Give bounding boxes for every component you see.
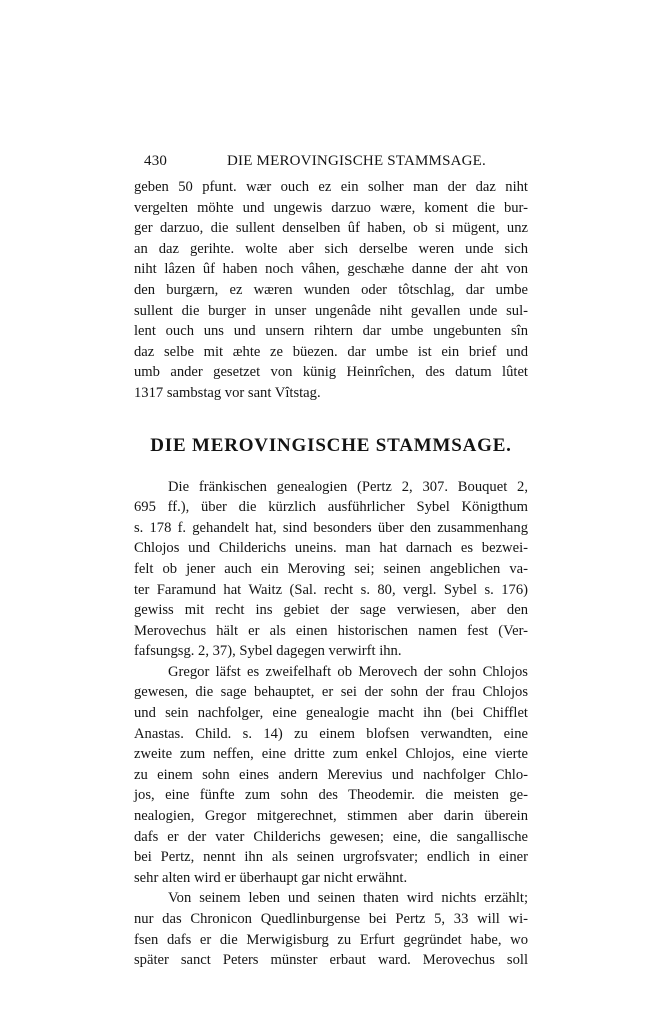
text-line: sullent die burger in unser ungenâde niht gevallen unde sul- (134, 302, 528, 319)
text-line: geben 50 pfunt. wær ouch ez ein solher man der daz niht (134, 179, 528, 195)
text-line: und sein nachfolger, eine genealogie macht ihn (bei Chifflet (134, 705, 528, 722)
text-line: ger darzuo, die sullent denselben ûf haben, ob si mügent, unz (134, 220, 528, 237)
text-line: Gregor läfst es zweifelhaft ob Merovech der sohn Chlojos (168, 663, 528, 680)
text-line: dafs er der vater Childerichs gewesen; eine, die sangallische (134, 828, 528, 845)
text-line: Anastas. Child. s. 14) zu einem blofsen verwandten, eine (134, 725, 528, 742)
text-line: Chlojos und Childerichs uneins. man hat darnach es bezwei- (134, 540, 528, 557)
page-header (134, 150, 528, 172)
text-line: zweite zum neffen, eine dritte zum enkel Chlojos, eine vierte (134, 746, 528, 763)
text-line: Merovechus hält er als einen historischen namen fest (Ver- (134, 622, 528, 639)
text-line: fsen dafs er die Merwigisburg zu Erfurt gegründet habe, wo (134, 931, 528, 948)
text-line: felt ob jener auch ein Meroving sei; seinen angeblichen va- (134, 560, 528, 577)
continued-text (134, 177, 528, 404)
text-line: nealogien, Gregor mitgerechnet, stimmen aber darin überein (134, 808, 528, 825)
text-line: umb ander gesetzet von künig Heinrîchen, des datum lûtet (134, 364, 528, 381)
text-line: Von seinem leben und seinen thaten wird nichts erzählt; (168, 890, 528, 907)
text-line: später sanct Peters münster erbaut ward. Merovechus soll (134, 952, 528, 969)
section-body (134, 477, 528, 971)
text-line: gewiss mit recht ins gebiet der sage verwiesen, aber den (134, 602, 528, 619)
text-line: s. 178 f. gehandelt hat, sind besonders über den zusammenhang (134, 519, 528, 536)
text-line: 1317 sambstag vor sant Vîtstag. (134, 384, 321, 401)
text-line: sehr alten wird er überhaupt gar nicht erwähnt. (134, 869, 408, 886)
text-line: vergelten möhte und ungewis darzuo wære, koment die bur- (134, 199, 528, 216)
text-line: an daz gerihte. wolte aber sich derselbe weren unde sich (134, 240, 528, 257)
text-line: niht lâzen ûf haben noch vâhen, geschæhe danne der aht von (134, 261, 528, 278)
running-title: DIE MEROVINGISCHE STAMMSAGE. (227, 153, 486, 169)
page-number: 430 (144, 153, 168, 169)
text-line: gewesen, die sage behauptet, er sei der sohn der frau Chlojos (134, 684, 528, 701)
text-line: lent ouch uns und unsern rihtern dar umbe ungebunten sîn (134, 323, 528, 340)
text-line: fafsungsg. 2, 37), Sybel dagegen verwirft ihn. (134, 643, 402, 660)
section-title: DIE MEROVINGISCHE STAMMSAGE. (150, 434, 512, 456)
text-line: den burgærn, ez wæren wunden oder tôtschlag, dar umbe (134, 281, 528, 298)
text-line: 695 ff.), über die kürzlich ausführlicher Sybel Königthum (134, 499, 528, 516)
text-line: Die fränkischen genealogien (Pertz 2, 307. Bouquet 2, (168, 478, 528, 495)
text-line: zu einem sohn eines andern Merevius und nachfolger Chlo- (134, 766, 528, 783)
text-line: daz selbe mit æhte ze büezen. dar umbe ist ein brief und (134, 343, 528, 360)
text-line: ter Faramund hat Waitz (Sal. recht s. 80, vergl. Sybel s. 176) (134, 581, 528, 598)
book-page (134, 150, 528, 971)
text-line: nur das Chronicon Quedlinburgense bei Pertz 5, 33 will wi- (134, 911, 528, 927)
text-line: jos, eine fünfte zum sohn des Theodemir. die meisten ge- (134, 787, 528, 804)
text-line: bei Pertz, nennt ihn als seinen urgrofsvater; endlich in einer (134, 849, 528, 866)
